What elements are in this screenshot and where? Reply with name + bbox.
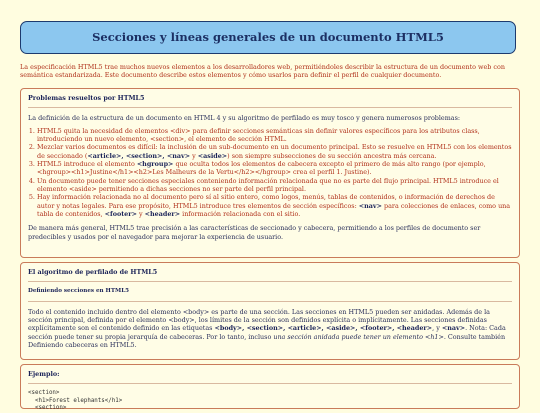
- list-item: [37, 177, 512, 194]
- item-text: HTML5 introduce el elemento: [37, 159, 137, 168]
- divider: [28, 301, 512, 302]
- divider: [28, 281, 512, 282]
- example-title: Ejemplo:: [28, 370, 60, 378]
- page-title: Secciones y líneas generales de un documento HTML5: [92, 30, 444, 45]
- item-text: y: [190, 151, 198, 160]
- list-item: [37, 193, 512, 218]
- paragraph-text: . Consulte también Definiendo cabeceras en HTML5.: [28, 332, 506, 349]
- item-text: Mezclar varios documentos es difícil: la inclusión de un sub-documento en un documento principal. Esto se resuelve en HTML5 con los elementos de seccionado (: [37, 143, 512, 160]
- item-text: que oculta todos los elementos de cabecera excepto el primero de más alto rango (por ejemplo, <hgroup><h1>Justine</h1><h2>Les Malheurs de la Vertu</h2></hgroup> crea el perfil 1. Justine).: [37, 159, 486, 177]
- problems-lead: La definición de la estructura de un documento en HTML 4 y su algoritmo de perfilado es muy tosco y genera numerosos problemas:: [28, 114, 461, 123]
- item-text: y: [136, 209, 145, 218]
- item-text: Un documento puede tener secciones especiales conteniendo información relacionada que no es parte del flujo principal. HTML5 introduce el elemento <aside> permitiendo a dichas secciones no ser parte del perfil principal.: [37, 176, 499, 193]
- paragraph-text: , y: [432, 324, 442, 333]
- item-text: para colecciones de enlaces, como una tabla de contenidos,: [37, 201, 511, 218]
- intro-text: La especificación HTML5 trae muchos nuevos elementos a los desarrolladores web, permitiéndoles describir la estructura de un documento web con semántica estandarizada. Este documento describe estos elementos y cómo usarlos para definir el perfil de cualquier documento.: [20, 63, 505, 80]
- item-code: <header>: [144, 209, 181, 218]
- problems-section: [20, 88, 520, 258]
- problems-list: [28, 127, 512, 219]
- list-item: [37, 143, 512, 160]
- item-text: Hay información relacionada no al documento pero sí al sitio entero, como logos, menús, tablas de contenidos, o información de derechos de autor y notas legales. Para ese propósito, HTML5 introduce tres elementos de sección específicos:: [37, 193, 495, 210]
- problems-outro: De manera más general, HTML5 trae precisión a las características de seccionado y cabecera, permitiendo a los perfiles de documento ser predecibles y usados por el navegador para mejorar la experiencia de usuario.: [28, 224, 481, 241]
- list-item: [37, 127, 512, 144]
- item-code: <footer>: [104, 209, 137, 218]
- item-code: <article>, <section>, <nav>: [87, 151, 191, 160]
- example-code-block: <section> <h1>Forest elephants</h1> <section>: [28, 390, 123, 412]
- problems-title: Problemas resueltos por HTML5: [28, 94, 145, 102]
- list-item: [37, 160, 512, 177]
- divider: [28, 383, 512, 384]
- item-code: <aside>: [197, 151, 228, 160]
- page-header: [20, 21, 516, 54]
- paragraph-emphasis: una sección anidada puede tener un elemento <h1>: [273, 332, 444, 341]
- algorithm-subtitle: Definiendo secciones en HTML5: [28, 288, 130, 295]
- algorithm-section: [20, 262, 520, 360]
- algorithm-title: El algoritmo de perfilado de HTML5: [28, 268, 158, 276]
- divider: [28, 107, 512, 108]
- item-text: información relacionada con el sitio.: [180, 209, 301, 218]
- item-text: HTML5 quita la necesidad de elementos <div> para definir secciones semánticas sin definir valores específicos para los atributos class, introduciendo un nuevo elemento, <section>, el elemento de sección HTML.: [37, 126, 480, 143]
- paragraph-code: <nav>: [441, 324, 466, 333]
- paragraph-text: . Nota: Cada sección puede tener su propia jerarquía de cabeceras. Por lo tanto, incluso: [28, 324, 506, 341]
- example-section: [20, 364, 520, 412]
- item-text: ) son siempre subsecciones de su sección ancestra más cercana.: [227, 151, 437, 160]
- algorithm-paragraph: [28, 308, 512, 350]
- paragraph-text: Todo el contenido incluido dentro del elemento <body> es parte de una sección. Las secciones en HTML5 pueden ser anidadas. Además de la sección principal, definida por el elemento <body>, los límites de la sección son definidos explícita o implícitamente. Las secciones definidas explícitamente son el contenido definido en las etiquetas: [28, 307, 490, 333]
- paragraph-code: <body>, <section>, <article>, <aside>, <footer>, <header>: [214, 324, 433, 333]
- item-code: <nav>: [358, 201, 382, 210]
- item-code: <hgroup>: [136, 159, 174, 168]
